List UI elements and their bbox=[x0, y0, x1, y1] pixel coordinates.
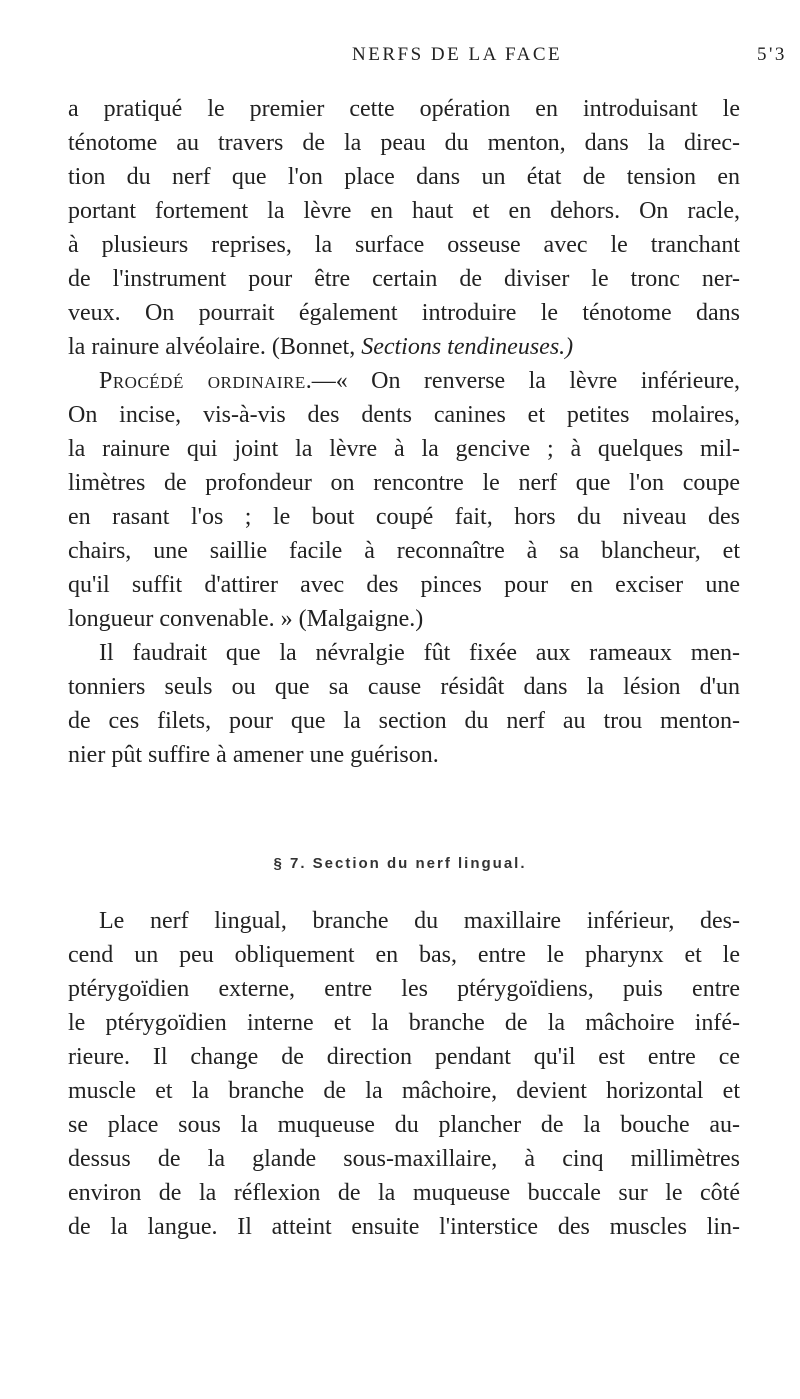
text-line: cend un peu obliquement en bas, entre le pharynx et le bbox=[68, 942, 740, 968]
text-line: longueur convenable. » (Malgaigne.) bbox=[68, 606, 424, 632]
text-line: en rasant l'os ; le bout coupé fait, hors du niveau des bbox=[68, 504, 740, 530]
text-line: a pratiqué le premier cette opération en introduisant le bbox=[68, 96, 740, 122]
text-line: de l'instrument pour être certain de diviser le tronc ner- bbox=[68, 266, 740, 292]
running-title: NERFS DE LA FACE bbox=[352, 44, 563, 65]
text-line: veux. On pourrait également introduire le ténotome dans bbox=[68, 300, 740, 326]
text-line: nier pût suffire à amener une guérison. bbox=[68, 742, 439, 768]
text-line: environ de la réflexion de la muqueuse buccale sur le côté bbox=[68, 1180, 740, 1206]
text-line: ptérygoïdien externe, entre les ptérygoïdiens, puis entre bbox=[68, 976, 740, 1002]
text-line bbox=[99, 366, 740, 398]
text-line: qu'il suffit d'attirer avec des pinces pour en exciser une bbox=[68, 572, 740, 598]
text-run: la rainure alvéolaire. (Bonnet, bbox=[68, 334, 362, 360]
text-line bbox=[68, 332, 740, 364]
text-line: se place sous la muqueuse du plancher de la bouche au- bbox=[68, 1112, 740, 1138]
text-line: portant fortement la lèvre en haut et en dehors. On racle, bbox=[68, 198, 740, 224]
text-line: de ces filets, pour que la section du nerf au trou menton- bbox=[68, 708, 740, 734]
text-line: rieure. Il change de direction pendant qu'il est entre ce bbox=[68, 1044, 740, 1070]
text-line: chairs, une saillie facile à reconnaître à sa blancheur, et bbox=[68, 538, 740, 564]
citation-title: Sections tendineuses.) bbox=[361, 334, 574, 360]
text-line: de la langue. Il atteint ensuite l'interstice des muscles lin- bbox=[68, 1214, 740, 1240]
text-line: la rainure qui joint la lèvre à la gencive ; à quelques mil- bbox=[68, 436, 740, 462]
text-line: Il faudrait que la névralgie fût fixée aux rameaux men- bbox=[99, 640, 740, 666]
text-line: limètres de profondeur on rencontre le nerf que l'on coupe bbox=[68, 470, 740, 496]
text-line: dessus de la glande sous-maxillaire, à cinq millimètres bbox=[68, 1146, 740, 1172]
section-heading: § 7. Section du nerf lingual. bbox=[273, 855, 527, 872]
page-number: 5'3 bbox=[757, 44, 787, 65]
text-line: tonniers seuls ou que sa cause résidât dans la lésion d'un bbox=[68, 674, 740, 700]
run-in-heading: Procédé ordinaire bbox=[99, 368, 306, 394]
text-line: On incise, vis-à-vis des dents canines et petites molaires, bbox=[68, 402, 740, 428]
page-header bbox=[0, 44, 800, 74]
text-line: le ptérygoïdien interne et la branche de la mâchoire infé- bbox=[68, 1010, 740, 1036]
text-line: tion du nerf que l'on place dans un état de tension en bbox=[68, 164, 740, 190]
text-line: à plusieurs reprises, la surface osseuse avec le tranchant bbox=[68, 232, 740, 258]
text-line: ténotome au travers de la peau du menton, dans la direc- bbox=[68, 130, 740, 156]
text-run: .—« On renverse la lèvre inférieure, bbox=[305, 368, 740, 394]
text-line: muscle et la branche de la mâchoire, devient horizontal et bbox=[68, 1078, 740, 1104]
text-line: Le nerf lingual, branche du maxillaire inférieur, des- bbox=[99, 908, 740, 934]
